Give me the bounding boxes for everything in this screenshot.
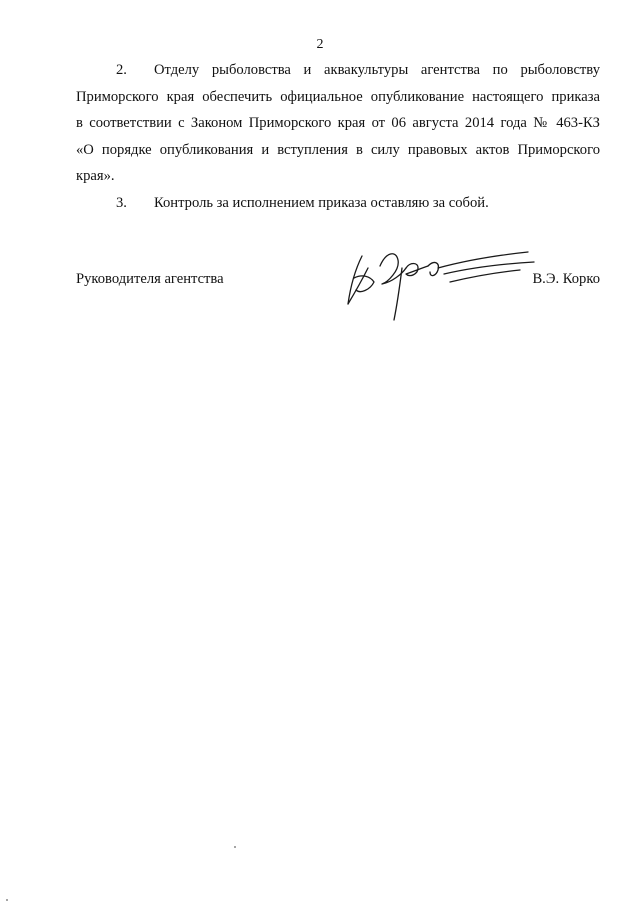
page-number: 2: [316, 37, 324, 52]
paragraph-text: Контроль за исполнением приказа оставляю за собой.: [154, 195, 489, 211]
paragraph-line: [76, 190, 600, 217]
signatory-title: Руководителя агентства: [76, 271, 224, 287]
paragraph-line: в соответствии с Законом Приморского края от 06 августа 2014 года № 463-КЗ: [76, 115, 600, 131]
paragraph-3: [76, 190, 600, 217]
signatory-name: В.Э. Корко: [532, 271, 600, 287]
handwritten-signature: [340, 238, 540, 324]
paragraph-line: Приморского края обеспечить официальное опубликование настоящего приказа: [76, 88, 600, 105]
paragraph-line: края».: [76, 168, 115, 184]
scan-speck: [6, 899, 8, 901]
paragraph-number: 3.: [116, 195, 127, 211]
paragraph-line: [76, 57, 600, 84]
scan-speck: [234, 846, 236, 848]
paragraph-2: [76, 57, 600, 190]
paragraph-line: «О порядке опубликования и вступления в силу правовых актов Приморского: [76, 141, 600, 158]
paragraph-number: 2.: [116, 62, 127, 78]
paragraph-text: Отделу рыболовства и аквакультуры агентства по рыболовству: [154, 62, 600, 78]
